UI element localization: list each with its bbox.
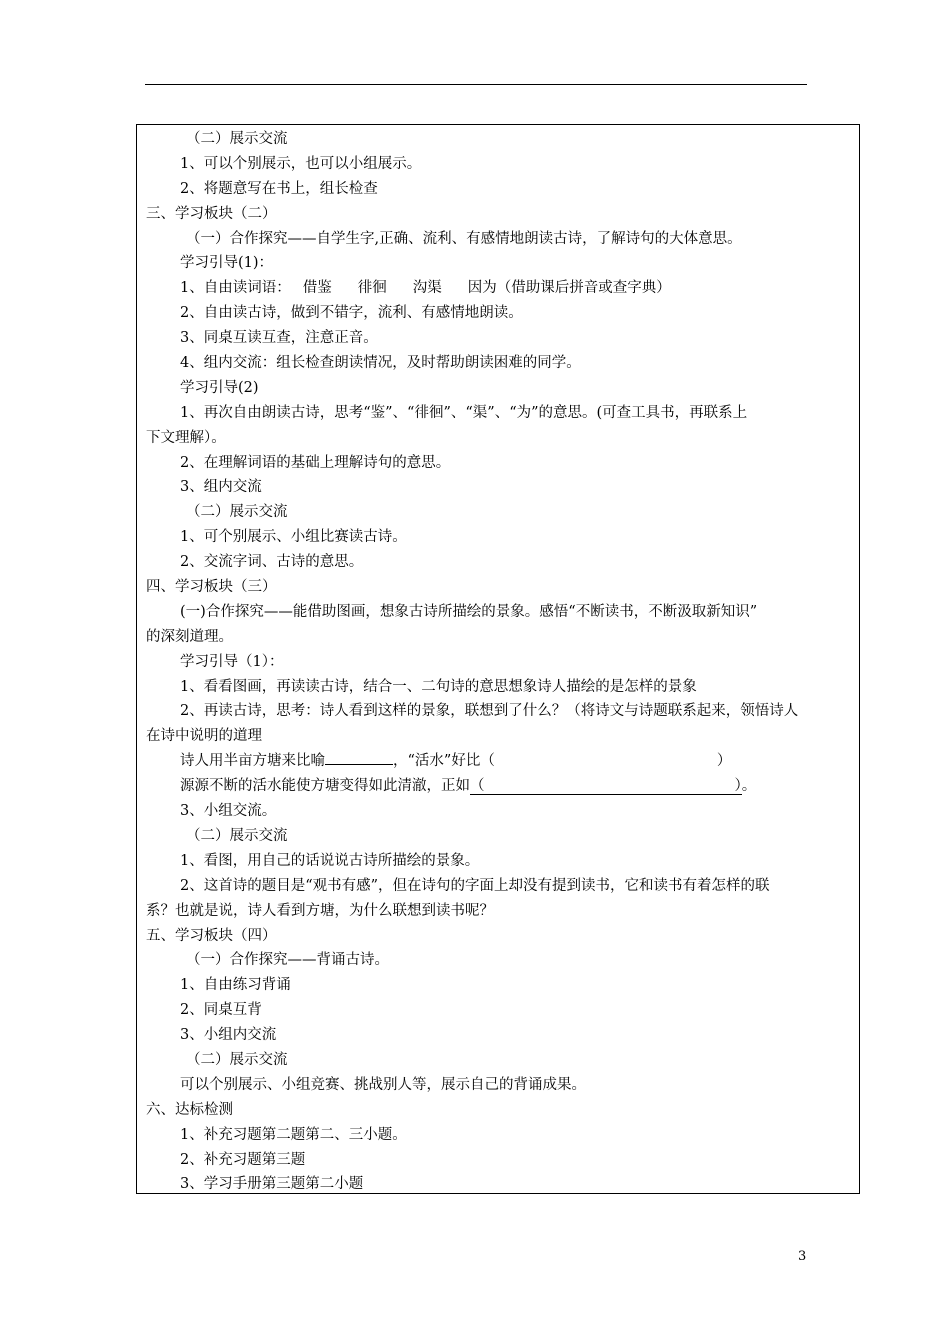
text-line: [146, 1048, 853, 1073]
text-line: [146, 177, 853, 202]
line-text: 3、组内交流: [180, 479, 262, 496]
text-line: [146, 426, 853, 451]
line-text: 1、可以个别展示，也可以小组展示。: [180, 155, 422, 172]
text-line: [146, 1073, 853, 1098]
line-text: 的深刻道理。: [146, 628, 233, 645]
text-line: [146, 948, 853, 973]
line-text: 五、学习板块（四）: [146, 927, 277, 944]
line-text: (一)合作探究——能借助图画，想象古诗所描绘的景象。感悟“不断读书，不断汲取新知识”: [180, 603, 758, 620]
line-text: 四、学习板块（三）: [146, 579, 277, 596]
text-line: [146, 998, 853, 1023]
text-line: [146, 699, 853, 724]
line-text: 2、交流字词、古诗的意思。: [180, 554, 364, 571]
paren-close: ）: [734, 778, 742, 795]
text-line: [146, 899, 853, 924]
line-text: 可以个别展示、小组竞赛、挑战别人等，展示自己的背诵成果。: [180, 1076, 586, 1093]
text-line: [146, 600, 853, 625]
fill-prompt: ）: [716, 753, 732, 770]
text-line: [146, 1123, 853, 1148]
line-text: 3、小组交流。: [180, 803, 277, 820]
text-line: [146, 301, 853, 326]
line-text: 学习引导(1)：: [180, 255, 274, 272]
page-number: 3: [798, 1249, 807, 1264]
text-line: [146, 1098, 853, 1123]
fill-blank[interactable]: [485, 776, 735, 790]
text-line: [146, 849, 853, 874]
fill-blank-underlined[interactable]: [470, 778, 742, 795]
line-text: （二）展示交流: [186, 131, 288, 147]
line-text: 下文理解）。: [146, 429, 226, 446]
line-text: （一）合作探究——自学生字,正确、流利、有感情地朗读古诗，了解诗句的大体意思。: [186, 230, 742, 247]
text-line: [146, 724, 853, 749]
line-text: 1、自由练习背诵: [180, 977, 291, 994]
line-text: 学习引导（1）：: [180, 653, 284, 670]
line-text: （一）合作探究——背诵古诗。: [186, 952, 389, 969]
line-text: 2、补充习题第三题: [180, 1151, 306, 1168]
line-text: 2、在理解词语的基础上理解诗句的意思。: [180, 454, 451, 471]
line-text: 2、再读古诗，思考：诗人看到这样的景象，联想到了什么？（将诗文与诗题联系起来，领悟诗人: [180, 703, 799, 720]
text-line: [146, 401, 853, 426]
text-line: [146, 525, 853, 550]
line-text: 3、学习手册第三题第二小题: [180, 1176, 364, 1193]
line-text: （二）展示交流: [186, 504, 288, 521]
line-text: 1、补充习题第二题第二、三小题。: [180, 1126, 407, 1143]
line-text: 1、看看图画，再读读古诗，结合一、二句诗的意思想象诗人描绘的是怎样的景象: [180, 678, 697, 695]
line-text: 1、可个别展示、小组比赛读古诗。: [180, 529, 407, 546]
fill-prompt: 诗人用半亩方塘来比喻: [180, 753, 325, 770]
line-text: 3、小组内交流: [180, 1027, 277, 1044]
text-line: [146, 251, 853, 276]
line-text: 2、这首诗的题目是“观书有感”，但在诗句的字面上却没有提到读书，它和读书有着怎样的联: [180, 877, 770, 894]
text-line: [146, 749, 853, 774]
text-line: [146, 152, 853, 177]
line-text: 4、组内交流：组长检查朗读情况，及时帮助朗读困难的同学。: [180, 355, 581, 372]
line-text: 1、再次自由朗读古诗，思考“鉴”、“徘徊”、“渠”、“为”的意思。(可查工具书，再联系上: [180, 404, 748, 421]
fill-blank[interactable]: [325, 750, 393, 765]
text-line: [146, 351, 853, 376]
text-line: [146, 475, 853, 500]
text-line: [146, 973, 853, 998]
line-text: 1、看图，用自己的话说说古诗所描绘的景象。: [180, 852, 480, 869]
text-line: [146, 276, 853, 301]
vocab-word: 借鉴: [302, 280, 332, 297]
line-text: （二）展示交流: [186, 1051, 288, 1068]
text-line: [146, 500, 853, 525]
line-text: （二）展示交流: [186, 827, 288, 844]
text-line: [146, 550, 853, 575]
text-line: [146, 675, 853, 700]
line-text: 三、学习板块（二）: [146, 205, 277, 222]
text-line: [146, 1172, 853, 1197]
text-line: [146, 774, 853, 799]
text-line: [146, 1148, 853, 1173]
vocab-word: 因为（借助课后拼音或查字典）: [467, 280, 671, 297]
text-line: [146, 874, 853, 899]
fill-prompt: 。: [741, 778, 757, 795]
text-line: [146, 799, 853, 824]
text-line: [146, 650, 853, 675]
text-line: [146, 326, 853, 351]
line-text: 学习引导(2): [180, 379, 259, 396]
text-line: [146, 376, 853, 401]
vocab-word: 沟渠: [412, 280, 442, 297]
text-line: [146, 227, 853, 252]
header-rule: [145, 84, 807, 85]
text-line: [146, 625, 853, 650]
text-line: [146, 451, 853, 476]
text-line: [146, 924, 853, 949]
text-line: [146, 824, 853, 849]
fill-prompt: 源源不断的活水能使方塘变得如此清澈，正如: [180, 778, 470, 795]
text-line: [146, 127, 853, 152]
line-text: 六、达标检测: [146, 1101, 233, 1118]
line-text: 2、自由读古诗，做到不错字，流利、有感情地朗读。: [180, 305, 523, 322]
text-line: [146, 575, 853, 600]
line-text: 在诗中说明的道理: [146, 728, 262, 745]
line-text: 3、同桌互读互查，注意正音。: [180, 330, 378, 347]
fill-prompt: ，“活水”好比（: [393, 753, 495, 770]
line-text: 2、将题意写在书上，组长检查: [180, 180, 378, 197]
line-text: 2、同桌互背: [180, 1002, 262, 1019]
vocab-prefix: 1、自由读词语：: [180, 280, 291, 297]
line-text: 系？也就是说，诗人看到方塘，为什么联想到读书呢？: [146, 902, 494, 919]
text-line: [146, 1023, 853, 1048]
paren-open: （: [470, 778, 485, 795]
vocab-word: 徘徊: [357, 280, 387, 297]
text-line: [146, 202, 853, 227]
lesson-content-box: [136, 124, 860, 1194]
